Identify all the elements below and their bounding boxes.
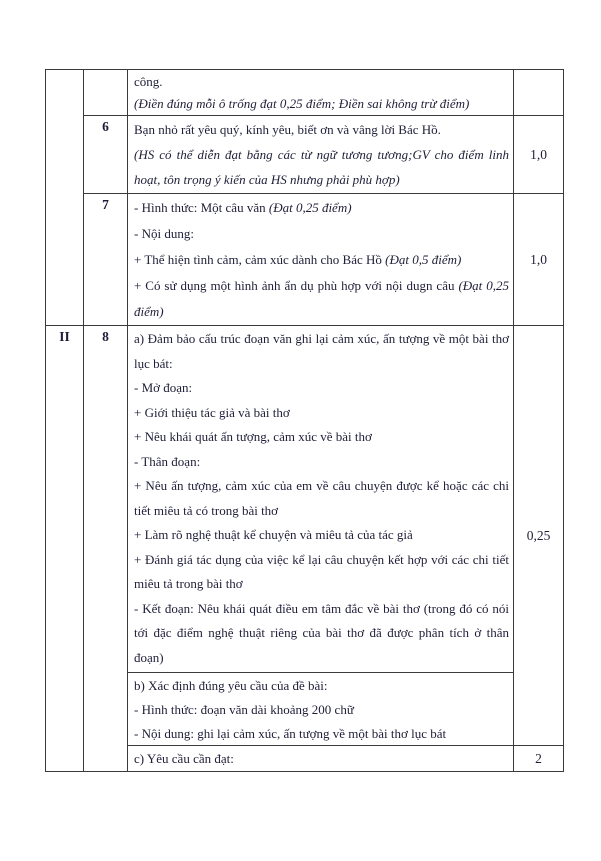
criterion-line: + Nêu khái quát ấn tượng, cảm xúc về bài thơ <box>134 429 372 444</box>
cell-content-continuation <box>128 70 514 116</box>
cell-section-II: II <box>46 326 84 771</box>
scoring-note: (Điền đúng mỗi ô trống đạt 0,25 điểm; Điền sai không trừ điểm) <box>134 96 470 111</box>
scoring-note: (HS có thể diễn đạt bằng các từ ngữ tương tương;GV cho điểm linh hoạt, tôn trọng ý kiến của HS nhưng phải phù hợp) <box>134 147 509 187</box>
cell-score-8 <box>514 326 563 771</box>
criterion-line: - Thân đoạn: <box>134 453 201 469</box>
part-c-block <box>128 746 513 771</box>
cell-content-6 <box>128 116 514 194</box>
criterion-line: c) Yêu cầu cần đạt: <box>134 751 234 766</box>
criterion-line: a) Đảm bảo cấu trúc đoạn văn ghi lại cảm xúc, ấn tượng về một bài thơ lục bát: <box>134 331 509 371</box>
criterion-text: - Hình thức: Một câu văn <box>134 200 269 215</box>
score-part-c: 2 <box>535 750 542 766</box>
cell-score-6: 1,0 <box>514 116 563 194</box>
part-b-block <box>128 673 513 746</box>
criterion-line: - Nội dung: <box>134 226 194 241</box>
criterion-line: + Đánh giá tác dụng của việc kể lại câu chuyện kết hợp với các chi tiết miêu tả trong bài thơ <box>134 551 509 591</box>
scoring-note: (Đạt 0,25 điểm) <box>134 278 509 319</box>
scoring-note: (Đạt 0,5 điểm) <box>385 252 462 267</box>
cell-qnum-6: 6 <box>84 116 128 194</box>
content-line: công. <box>134 74 163 89</box>
answer-line: Bạn nhỏ rất yêu quý, kính yêu, biết ơn và vâng lời Bác Hồ. <box>134 122 441 137</box>
score-part-ab: 0,25 <box>514 326 563 746</box>
grading-rubric-table <box>45 69 564 772</box>
criterion-line: + Làm rõ nghệ thuật kể chuyện và miêu tả của tác giả <box>134 527 413 542</box>
cell-content-7 <box>128 194 514 326</box>
criterion-line: - Mở đoạn: <box>134 380 193 395</box>
criterion-line: - Kết đoạn: Nêu khái quát điều em tâm đắc về bài thơ (trong đó có nói tới đặc điểm nghệ thuật riêng của bài thơ đã được phân tích ở thân đoạn) <box>134 600 509 665</box>
cell-score-continuation <box>514 70 563 116</box>
criterion-line: + Nêu ấn tượng, cảm xúc của em về câu chuyện được kể hoặc các chi tiết miêu tả có trong bài thơ <box>134 478 509 518</box>
criterion-text: + Thể hiện tình cảm, cảm xúc dành cho Bác Hồ <box>134 252 386 267</box>
criterion-text: + Có sử dụng một hình ảnh ẩn dụ phù hợp với nội dugn câu <box>134 278 459 293</box>
cell-content-8 <box>128 326 514 771</box>
criterion-line: b) Xác định đúng yêu cầu của đề bài: <box>134 678 328 693</box>
cell-section-empty <box>46 70 84 326</box>
cell-score-7: 1,0 <box>514 194 563 326</box>
cell-qnum-8: 8 <box>84 326 128 771</box>
criterion-line <box>134 273 509 325</box>
cell-qnum-7: 7 <box>84 194 128 326</box>
criterion-line <box>134 247 509 273</box>
scoring-note: (Đạt 0,25 điểm) <box>268 200 352 215</box>
criterion-line: - Hình thức: đoạn văn dài khoảng 200 chữ <box>134 702 354 717</box>
cell-qnum-continuation <box>84 70 128 116</box>
criterion-line: + Giới thiệu tác giả và bài thơ <box>134 404 290 420</box>
criterion-line: - Nội dung: ghi lại cảm xúc, ấn tượng về một bài thơ lục bát <box>134 726 447 741</box>
criterion-line <box>134 195 509 221</box>
part-a-block <box>128 326 513 673</box>
